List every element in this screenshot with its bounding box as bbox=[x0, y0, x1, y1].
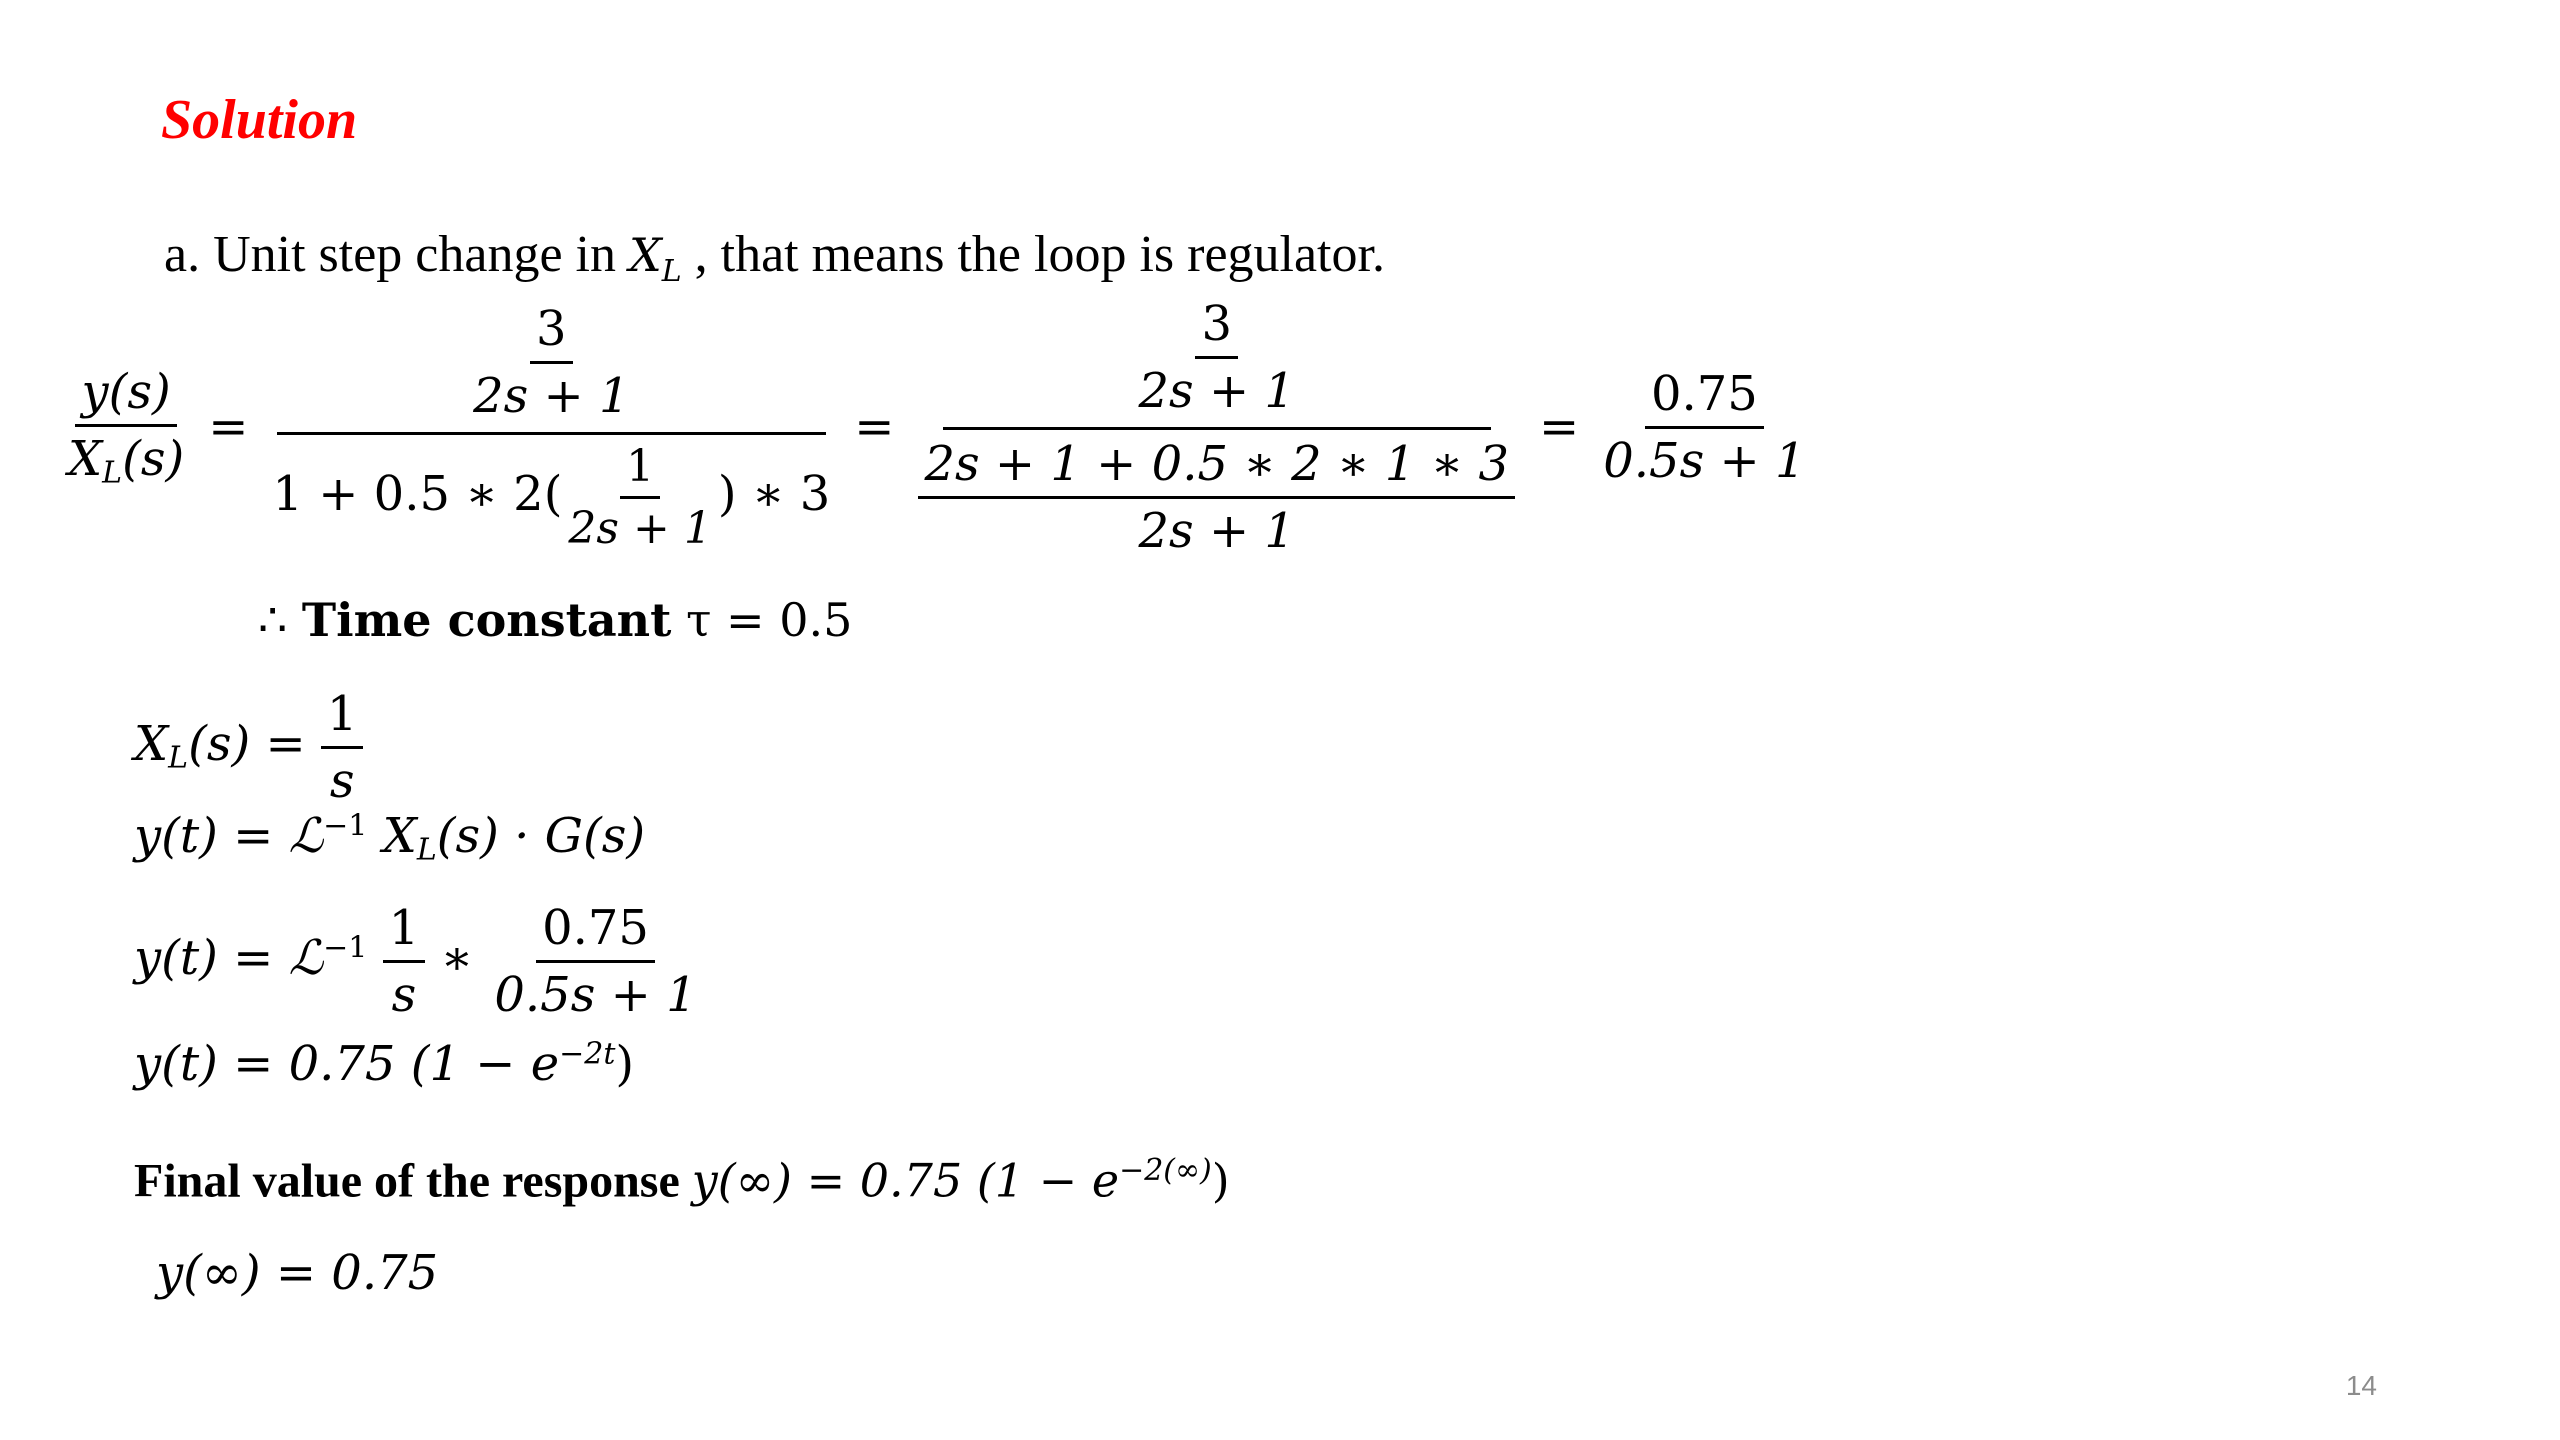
final-value-line: Final value of the response y(∞) = 0.75 $(1 - e^{-2(\infty)})$ bbox=[134, 1153, 1230, 1208]
time-constant-line: ∴ Time constant τ = 0.5 bbox=[258, 593, 853, 647]
final-value-result: y(∞) = 0.75 bbox=[156, 1245, 439, 1301]
item-a-var: $X_L$ bbox=[628, 228, 682, 290]
slide-title: Solution bbox=[161, 89, 358, 151]
term2-fraction: $\frac{\frac{3}{2s + 1}}{\frac{2s + 1 + 0.5 ∗ 2 ∗ 1 ∗ 3}{2s + 1}}$ bbox=[912, 296, 1521, 559]
page-number: 14 bbox=[2345, 1370, 2377, 1401]
term1-fraction: $\frac{3}{2s + 1}$ 1 + 0.5 ∗ 2( $\frac{1}{2s + 1}$ ) ∗ 3 bbox=[272, 300, 831, 554]
item-a-suffix: , that means the loop is regulator. bbox=[681, 226, 1385, 283]
lhs-fraction: $\frac{y(s)}{X_L(s)}$ bbox=[68, 363, 185, 491]
item-a-text bbox=[164, 225, 1385, 289]
item-a-prefix: a. Unit step change in bbox=[164, 226, 629, 283]
inverse-laplace-line: y(t) = ℒ$^{-1}$ $X_L(s) \cdot G(s)$ bbox=[134, 808, 646, 868]
input-definition: $X_L(s)$ = $\frac{1}{s}$ bbox=[134, 686, 363, 809]
term3-fraction: $\frac{0.75}{0.5s + 1}$ bbox=[1603, 365, 1806, 489]
inverse-laplace-substituted: y(t) = ℒ$^{-1}$ $\frac{1}{s}$ ∗ $\frac{0.75}{0.5s + 1}$ bbox=[134, 900, 697, 1023]
time-response: y(t) = 0.75 $(1 - e^{-2t})$ bbox=[134, 1036, 635, 1092]
transfer-function-equation: $\frac{y(s)}{X_L(s)}$ = $\frac{3}{2s + 1}$ 1 + 0.5 ∗ 2( $\frac{1}{2s + 1}$ ) ∗ 3 = $\frac{\frac{3}{2s + 1}}{\frac{2s + 1 + 0.5 ∗ 2 ∗ 1 ∗ 3}{2s + 1}}$ = $\frac{0.75}{0.5s + 1}$ bbox=[62, 312, 1812, 542]
